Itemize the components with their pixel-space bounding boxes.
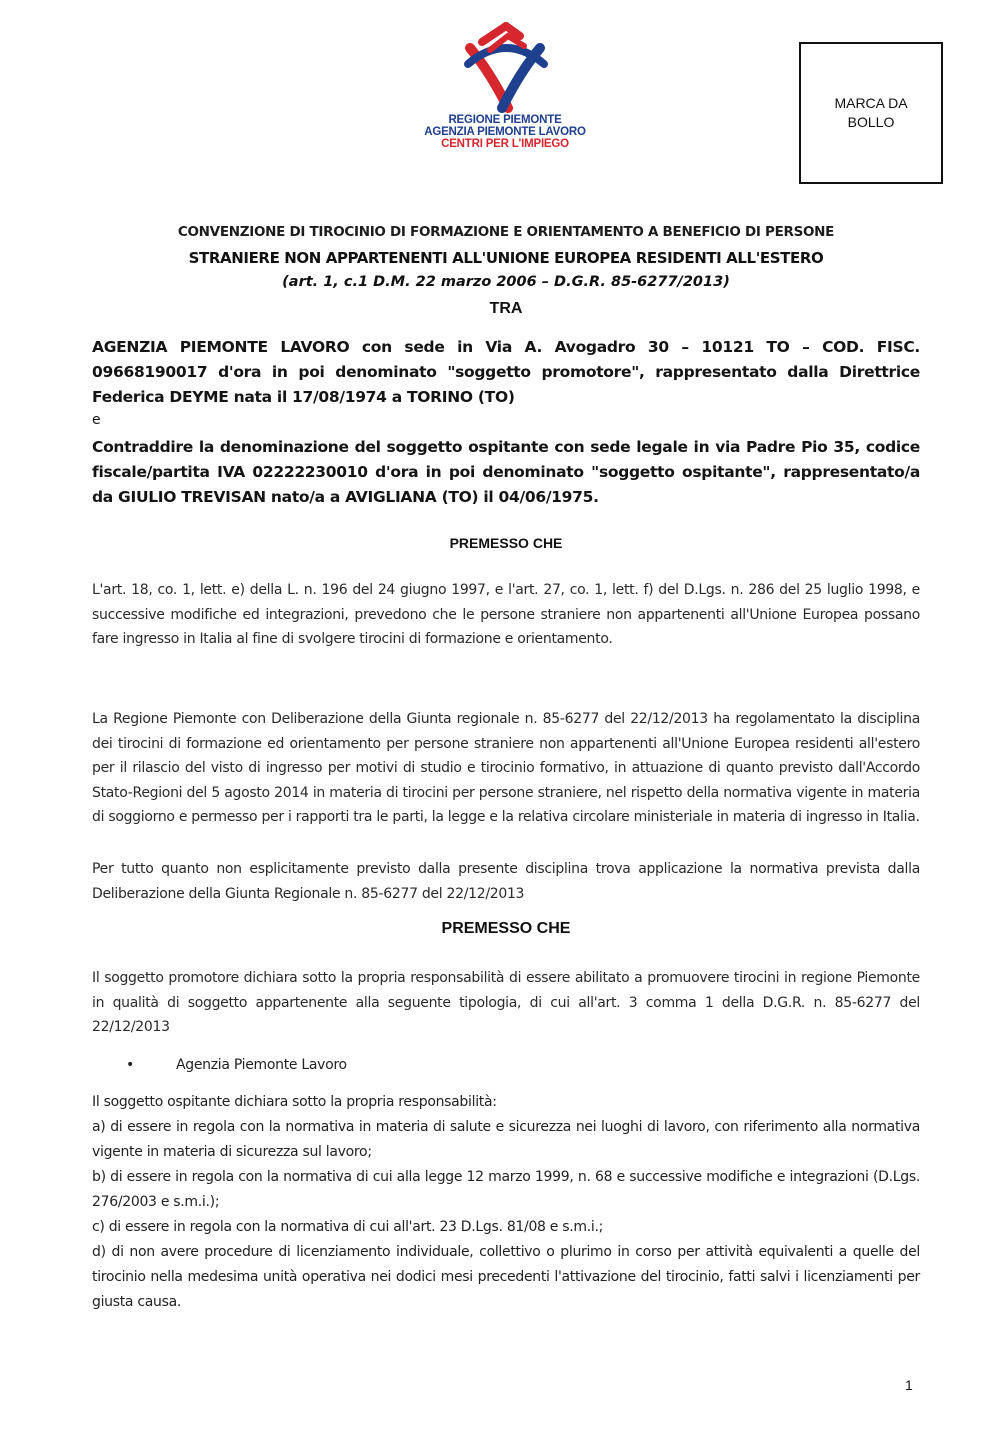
bullet-label: Agenzia Piemonte Lavoro bbox=[176, 1057, 347, 1073]
premesso-heading-1: PREMESSO CHE bbox=[449, 535, 563, 551]
page-number: 1 bbox=[905, 1377, 913, 1393]
logo-line-region: REGIONE PIEMONTE bbox=[448, 114, 562, 126]
declaration-d: d) di non avere procedure di licenziamento individuale, collettivo o plurimo in corso per attività equivalenti a quelle del tirocinio nella medesima unità operativa nei dodici mesi precedenti l'attivazione del tirocinio, fatti salvi i licenziamenti per giusta causa. bbox=[92, 1244, 920, 1310]
party-host: Contraddire la denominazione del soggetto ospitante con sede legale in via Padre Pio 35, codice fiscale/partita IVA 02222230010 d'ora in poi denominato "soggetto ospitante", rappresentato/a da GIULIO TREVISAN nato/a a AVIGLIANA (TO) il 04/06/1975. bbox=[92, 438, 920, 506]
declaration-b: b) di essere in regola con la normativa di cui alla legge 12 marzo 1999, n. 68 e successive modifiche e integrazioni (D.Lgs. 276/2003 e s.m.i.); bbox=[92, 1169, 920, 1210]
logo bbox=[420, 22, 590, 152]
paragraph-2: La Regione Piemonte con Deliberazione della Giunta regionale n. 85-6277 del 22/12/2013 ha regolamentato la disciplina dei tirocini di formazione ed orientamento per persone straniere non appartenenti all'Unione Europea residenti all'estero per il rilascio del visto di ingresso per motivi di studio e tirocinio formativo, in attuazione di quanto previsto dall'Accordo Stato-Regioni del 5 agosto 2014 in materia di tirocini per persone straniere, nel rispetto della normativa vigente in materia di soggiorno e permesso per i rapporti tra le parti, la legge e la relativa circolare ministeriale in materia di ingresso in Italia. bbox=[92, 711, 920, 825]
regione-piemonte-logo-icon bbox=[460, 22, 552, 114]
declaration-c: c) di essere in regola con la normativa di cui all'art. 23 D.Lgs. 81/08 e s.m.i.; bbox=[92, 1219, 604, 1235]
document-title-line3: (art. 1, c.1 D.M. 22 marzo 2006 – D.G.R. 85-6277/2013) bbox=[282, 274, 730, 290]
stamp-label-line2: BOLLO bbox=[847, 114, 895, 130]
logo-line-agency: AGENZIA PIEMONTE LAVORO bbox=[424, 126, 586, 138]
stamp-label-line1: MARCA DA bbox=[834, 95, 908, 111]
document-title-line1: CONVENZIONE DI TIROCINIO DI FORMAZIONE E ORIENTAMENTO A BENEFICIO DI PERSONE bbox=[177, 224, 835, 240]
paragraph-4: Il soggetto promotore dichiara sotto la propria responsabilità di essere abilitato a promuovere tirocini in regione Piemonte in qualità di soggetto appartenente alla seguente tipologia, di cui all'art. 3 comma 1 della D.G.R. n. 85-6277 del 22/12/2013 bbox=[92, 970, 920, 1035]
conjunction-e: e bbox=[92, 412, 101, 428]
promoter-type-list bbox=[92, 1053, 920, 1078]
list-intro: Il soggetto ospitante dichiara sotto la propria responsabilità: bbox=[92, 1094, 497, 1110]
party-promoter: AGENZIA PIEMONTE LAVORO con sede in Via A. Avogadro 30 – 10121 TO – COD. FISC. 09668190017 d'ora in poi denominato "soggetto promotore", rappresentato dalla Direttrice Federica DEYME nata il 17/08/1974 a TORINO (TO) bbox=[92, 338, 920, 406]
list-item bbox=[92, 1053, 920, 1078]
paragraph-3: Per tutto quanto non esplicitamente previsto dalla presente disciplina trova applicazione la normativa prevista dalla Deliberazione della Giunta Regionale n. 85-6277 del 22/12/2013 bbox=[92, 861, 920, 902]
declaration-a: a) di essere in regola con la normativa in materia di salute e sicurezza nei luoghi di lavoro, con riferimento alla normativa vigente in materia di sicurezza sul lavoro; bbox=[92, 1119, 920, 1160]
bullet-icon: • bbox=[126, 1057, 134, 1073]
logo-line-centers: CENTRI PER L'IMPIEGO bbox=[441, 138, 569, 150]
document-title-line2: STRANIERE NON APPARTENENTI ALL'UNIONE EUROPEA RESIDENTI ALL'ESTERO bbox=[188, 249, 824, 267]
tra-heading: TRA bbox=[489, 300, 523, 317]
revenue-stamp-box bbox=[799, 42, 943, 184]
premesso-heading-2: PREMESSO CHE bbox=[441, 920, 571, 937]
host-declarations bbox=[92, 1090, 920, 1315]
paragraph-1: L'art. 18, co. 1, lett. e) della L. n. 196 del 24 giugno 1997, e l'art. 27, co. 1, lett. f) del D.Lgs. n. 286 del 25 luglio 1998, e successive modifiche ed integrazioni, prevedono che le persone straniere non appartenenti all'Unione Europea possano fare ingresso in Italia al fine di svolgere tirocini di formazione e orientamento. bbox=[92, 582, 920, 647]
